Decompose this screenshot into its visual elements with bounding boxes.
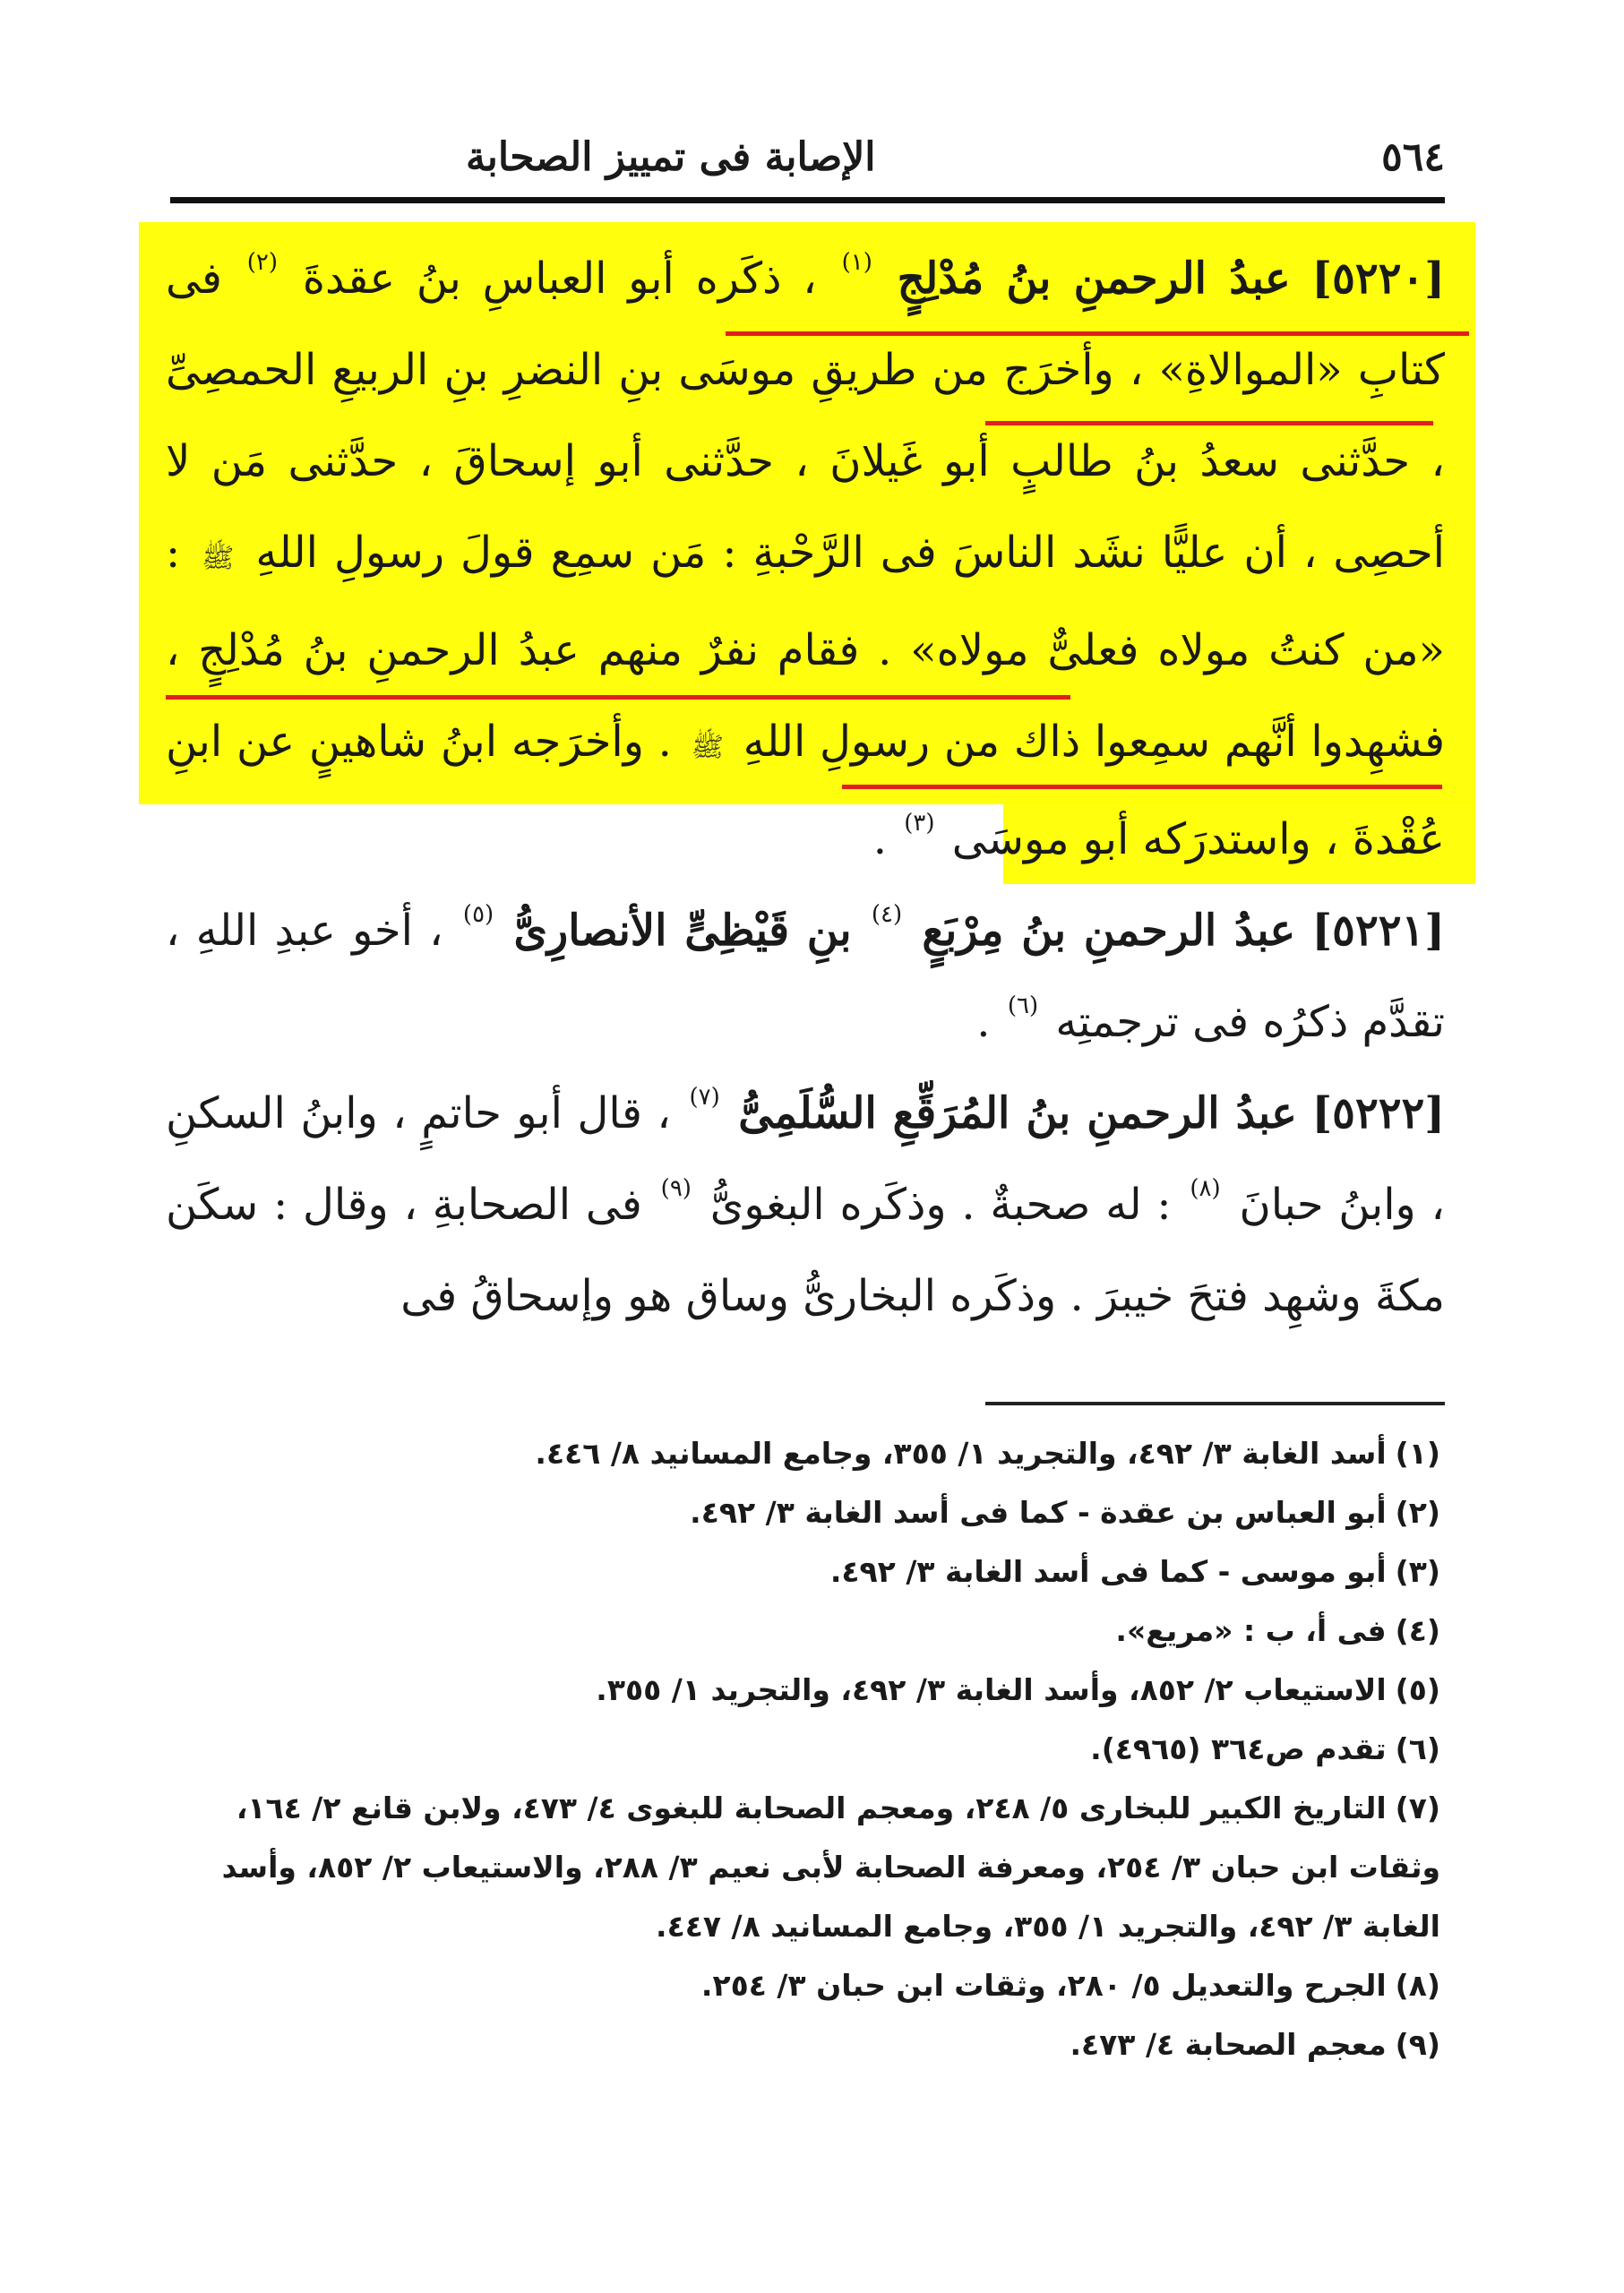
footnote-text: تقدم ص٣٦٤ (٤٩٦٥). bbox=[1090, 1731, 1387, 1766]
footnote-item bbox=[166, 1661, 1440, 1720]
honorific-glyph: ﷺ bbox=[202, 543, 235, 574]
footnote-text: أبو موسى - كما فى أسد الغابة ٣/ ٤٩٢. bbox=[829, 1554, 1387, 1589]
entry-number: [٥٢٢١] bbox=[1311, 906, 1446, 956]
entry-text: ، ذكَره أبو العباسِ بنُ عقدةَ bbox=[302, 253, 817, 304]
page-number: ٥٦٤ bbox=[1381, 133, 1445, 180]
footnote-ref: (١) bbox=[841, 249, 872, 276]
footnote-text: أسد الغابة ٣/ ٤٩٢، والتجريد ١/ ٣٥٥، وجامع المسانيد ٨/ ٤٤٦. bbox=[535, 1436, 1387, 1471]
entry-5221 bbox=[166, 885, 1445, 1068]
footnote-ref: (٦) bbox=[1007, 992, 1039, 1019]
entry-5222 bbox=[166, 1068, 1445, 1342]
entry-text: . bbox=[976, 997, 991, 1047]
entry-text: ، قال أبو حاتمٍ ، وابنُ السكنِ ، وابنُ حبانَ bbox=[166, 1088, 1446, 1230]
footnote-text: معجم الصحابة ٤/ ٤٧٣. bbox=[1070, 2027, 1387, 2062]
entry-text: . وأخرَجه ابنُ شاهينٍ عن ابنِ عُقْدةَ ، واستدرَكه أبو موسَى bbox=[166, 717, 1445, 864]
entry-name-continued: بنِ قَيْظِىٍّ الأنصارِىُّ bbox=[513, 906, 852, 956]
page-header bbox=[170, 125, 1445, 188]
entry-number: [٥٢٢٠] bbox=[1311, 253, 1445, 304]
main-text bbox=[166, 233, 1445, 1342]
footnote-text: أبو العباس بن عقدة - كما فى أسد الغابة ٣/ ٤٩٢. bbox=[690, 1495, 1387, 1530]
entry-text: . bbox=[872, 814, 887, 864]
footnote-ref: (٧) bbox=[689, 1084, 720, 1111]
footnote-item bbox=[166, 2015, 1440, 2074]
entry-number: [٥٢٢٢] bbox=[1311, 1088, 1445, 1138]
footnote-item bbox=[166, 1483, 1440, 1542]
footnote-ref: (٥) bbox=[462, 901, 494, 928]
footnote-ref: (٣) bbox=[904, 810, 935, 837]
footnote-item bbox=[166, 1779, 1440, 1956]
footnote-marker: (٨) bbox=[1395, 1968, 1440, 2003]
footnote-item bbox=[166, 1424, 1440, 1483]
footnote-marker: (٢) bbox=[1395, 1495, 1440, 1530]
footnote-marker: (٥) bbox=[1395, 1672, 1440, 1707]
honorific-glyph: ﷺ bbox=[691, 732, 724, 763]
entry-text: فى كتابِ «الموالاةِ» ، وأخرَج من طريقِ موسَى بنِ النضرِ بنِ الربيعِ الحمصِىِّ ، حدَّثنى سعدُ بنُ طالبٍ أبو غَيلانَ ، حدَّثنى أبو إسحاقَ ، حدَّثنى مَن لا أحصِى ، أن عليًّا نشَد الناسَ فى الرَّحْبةِ : مَن سمِع قولَ رسولِ اللهِ bbox=[166, 253, 1446, 578]
footnote-marker: (٩) bbox=[1395, 2027, 1440, 2062]
footnote-item bbox=[166, 1956, 1440, 2015]
footnote-ref: (٨) bbox=[1190, 1175, 1221, 1202]
footnotes bbox=[166, 1424, 1440, 2074]
entry-name: عبدُ الرحمنِ بنُ مِرْبَعٍ bbox=[922, 906, 1296, 956]
footnote-marker: (٤) bbox=[1395, 1613, 1440, 1648]
footnote-item bbox=[166, 1720, 1440, 1779]
footnote-item bbox=[166, 1542, 1440, 1602]
footnote-text: فى أ، ب : «مريع». bbox=[1115, 1613, 1387, 1648]
footnote-rule bbox=[985, 1402, 1445, 1405]
footnote-text: التاريخ الكبير للبخارى ٥/ ٢٤٨، ومعجم الصحابة للبغوى ٤/ ٤٧٣، ولابن قانع ٢/ ١٦٤، وثقات ابن حبان ٣/ ٢٥٤، ومعرفة الصحابة لأبى نعيم ٣/ ٢٨٨، والاستيعاب ٢/ ٨٥٢، وأسد الغابة ٣/ ٤٩٢، والتجريد ١/ ٣٥٥، وجامع المسانيد ٨/ ٤٤٧. bbox=[221, 1791, 1440, 1944]
footnote-item bbox=[166, 1602, 1440, 1661]
footnote-ref: (٩) bbox=[660, 1175, 692, 1202]
footnote-ref: (٢) bbox=[246, 249, 279, 276]
footnote-marker: (١) bbox=[1395, 1436, 1440, 1471]
entry-5220 bbox=[166, 233, 1445, 885]
entry-name: عبدُ الرحمنِ بنُ المُرَقِّعِ السُّلَمِىُّ bbox=[738, 1088, 1297, 1138]
header-rule bbox=[170, 197, 1445, 203]
footnote-ref: (٤) bbox=[871, 901, 903, 928]
footnote-marker: (٧) bbox=[1395, 1791, 1440, 1825]
footnote-marker: (٣) bbox=[1395, 1554, 1440, 1589]
book-title: الإصابة فى تمييز الصحابة bbox=[466, 133, 876, 180]
entry-text: فى الصحابةِ ، وقال : سكَن مكةَ وشهِد فتحَ خيبرَ . وذكَره البخارىُّ وساق هو وإسحاقُ فى bbox=[166, 1180, 1445, 1321]
entry-text: : «من كنتُ مولاه فعلىٌّ مولاه» . فقام نفرٌ منهم عبدُ الرحمنِ بنُ مُدْلِجٍ ، فشهِدوا أنَّهم سمِعوا ذاك من رسولِ اللهِ bbox=[166, 528, 1446, 767]
footnote-text: الاستيعاب ٢/ ٨٥٢، وأسد الغابة ٣/ ٤٩٢، والتجريد ١/ ٣٥٥. bbox=[596, 1672, 1387, 1707]
entry-name: عبدُ الرحمنِ بنُ مُدْلِجٍ bbox=[897, 253, 1291, 304]
entry-text: ، أخو عبدِ اللهِ ، تقدَّم ذكرُه فى ترجمتِه bbox=[166, 906, 1445, 1047]
footnote-marker: (٦) bbox=[1395, 1731, 1440, 1766]
entry-text: : له صحبةٌ . وذكَره البغوىُّ bbox=[709, 1180, 1172, 1230]
footnote-text: الجرح والتعديل ٥/ ٢٨٠، وثقات ابن حبان ٣/ ٢٥٤. bbox=[700, 1968, 1387, 2003]
